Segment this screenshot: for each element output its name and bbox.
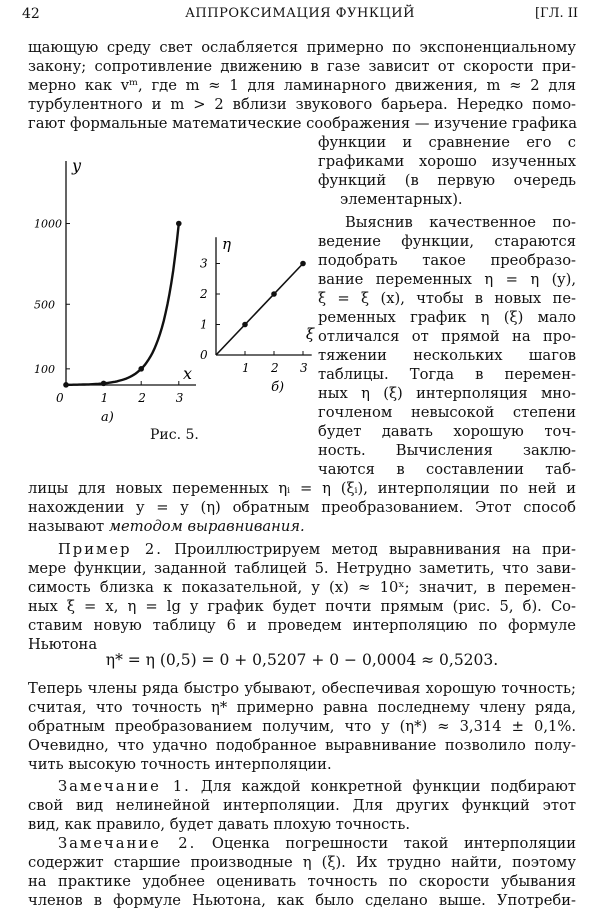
tick-label: 1000 [34,217,62,231]
tick-label: 3 [300,361,308,375]
data-point [271,291,277,297]
data-curve [66,224,179,385]
text-line: таблицы. Тогда в перемен- [318,366,576,383]
figure-caption: Рис. 5. [150,427,199,443]
text-line: ξ = ξ (x), чтобы в новых пе- [318,290,576,307]
tick-label: 0 [200,348,208,362]
text-line: считая, что точность η* примерно равна последнему члену ряда, [28,699,576,716]
text-line: элементарных). [340,191,463,208]
text-line: графиками хорошо изученных [318,153,576,170]
running-header [22,6,578,28]
text-line: содержит старшие производные η (ξ). Их трудно найти, поэтому [28,854,576,871]
text-line: свой вид нелинейной интерполяции. Для других функций этот [28,797,576,814]
tick-label: 2 [271,361,279,375]
x-axis-label: x [183,364,193,383]
text-line: ных η (ξ) интерполяция мно- [318,385,576,402]
running-title: АППРОКСИМАЦИЯ ФУНКЦИЙ [185,6,415,21]
text-line: симость близка к показательной, y (x) ≈ 10ˣ; значит, в перемен- [28,579,576,596]
text-line: ных ξ = x, η = lg y график будет почти прямым (рис. 5, б). Со- [28,598,576,615]
text-fragment: Для каждой конкретной функции подбирают [200,778,576,795]
example-label: Пример 2. [58,541,163,558]
display-formula: η* = η (0,5) = 0 + 0,5207 + 0 − 0,0004 ≈ 0,5203. [105,651,499,669]
text-line: ведение функции, стараются [318,233,576,250]
panel-label: б) [271,380,285,395]
text-line: гают формальные математические соображения — изучение графика [28,115,578,132]
text-line: тяжении нескольких шагов [318,347,576,364]
text-line: функций (в первую очередь [318,172,576,189]
tick-label: 1 [242,361,250,375]
remark-2-label: Замечание 2. [58,835,197,852]
remark-1-label: Замечание 1. [58,778,191,795]
data-point [138,366,144,372]
remark-1-first-line [58,777,576,796]
text-line: щающую среду свет ослабляется примерно по экспоненциальному [28,39,576,56]
y-axis-label: y [72,156,82,175]
text-line: ременных график η (ξ) мало [318,309,576,326]
text-fragment: называют [28,518,109,535]
text-fragment: Оценка погрешности такой интерполяции [211,835,576,852]
text-line: вание переменных η = η (y), [318,271,576,288]
text-line: ставим новую таблицу 6 и проведем интерполяцию по формуле [28,617,576,634]
figure-panel-a [34,156,196,423]
data-line [216,264,303,356]
text-line: гочленом невысокой степени [318,404,576,421]
text-line: будет давать хорошую точ- [318,423,576,440]
figure-5 [28,155,318,423]
tick-label: 500 [34,298,55,312]
tick-label: 1 [100,391,109,405]
example-first-line [58,540,576,559]
tick-label: 2 [138,391,146,405]
remark-2-first-line [58,834,576,853]
text-line: Очевидно, что удачно подобранное выравнивание позволило полу- [28,737,576,754]
text-fragment: Проиллюстрируем метод выравнивания на при- [174,541,577,558]
tick-label: 100 [34,362,55,376]
data-point [300,261,306,267]
tick-label: 2 [200,287,208,301]
tick-label: 0 [56,391,64,405]
text-line: чить высокую точность интерполяции. [28,756,332,773]
x-axis-label: ξ [305,325,315,343]
tick-label: 3 [200,256,208,271]
text-line: нахождении y = y (η) обратным преобразованием. Этот способ [28,499,576,516]
panel-label: а) [101,410,114,423]
data-point [176,221,182,227]
y-axis-label: η [222,235,231,254]
page-number: 42 [22,6,40,22]
text-line: Выяснив качественное по- [345,214,576,231]
text-line: подобрать такое преобразо- [318,252,576,269]
text-line: Ньютона [28,636,98,653]
data-point [242,322,248,328]
text-line: мере функции, заданной таблицей 5. Нетрудно заметить, что зави- [28,560,576,577]
text-line: турбулентного и m > 2 вблизи звукового барьера. Нередко помо- [28,96,576,113]
text-line: Теперь члены ряда быстро убывают, обеспечивая хорошую точность; [28,680,576,697]
text-line: членов в формуле Ньютона, как было сделано выше. Употреби- [28,892,576,909]
figure-panel-b [199,235,315,395]
text-line: закону; сопротивление движению в газе зависит от скорости при- [28,58,576,75]
tick-label: 1 [200,317,208,332]
text-line: лицы для новых переменных ηᵢ = η (ξᵢ), интерполяции по ней и [28,480,576,497]
text-line: отличался от прямой на про- [318,328,576,345]
text-line [28,517,576,536]
text-line: чаются в составлении таб- [318,461,576,478]
text-line: функции и сравнение его с [318,134,576,151]
method-term: методом выравнивания. [108,518,305,535]
text-line: вид, как правило, будет давать плохую точность. [28,816,411,833]
chapter-marker: [ГЛ. II [534,6,578,21]
text-line: обратным преобразованием получим, что y (η*) ≈ 3,314 ± 0,1%. [28,718,576,735]
text-line: мерно как vᵐ, где m ≈ 1 для ламинарного движения, m ≈ 2 для [28,77,576,94]
text-line: ность. Вычисления заклю- [318,442,576,459]
text-line: на практике удобнее оценивать точность по скорости убывания [28,873,576,890]
tick-label: 3 [175,391,184,405]
